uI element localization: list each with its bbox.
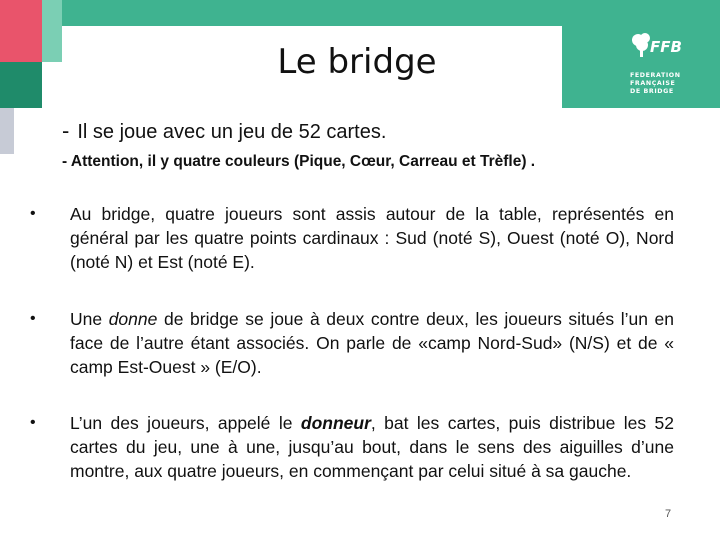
intro-text: Il se joue avec un jeu de 52 cartes. bbox=[77, 121, 387, 143]
suits-note: - Attention, il y quatre couleurs (Pique, Cœur, Carreau et Trèfle) . bbox=[62, 153, 536, 170]
bullet-term: donne bbox=[108, 309, 158, 329]
logo-mark: FFB bbox=[650, 38, 682, 56]
bullet-term: donneur bbox=[300, 413, 371, 433]
logo-line-1: FEDERATION bbox=[630, 72, 681, 79]
decor-gray-square bbox=[0, 108, 14, 154]
bullet-text-pre: L’un des joueurs, appelé le bbox=[70, 413, 301, 433]
page-title: Le bridge bbox=[277, 42, 437, 82]
bullet-dot: • bbox=[30, 310, 36, 327]
logo-line-3: DE BRIDGE bbox=[630, 88, 674, 95]
bullet-text bbox=[70, 307, 674, 379]
bullet-text bbox=[70, 411, 674, 483]
bullet-text-post: , bat les cartes, puis distribue les 52 cartes du jeu, une à une, jusqu’au bout, dans le sens des aiguilles d’une montre, aux quatre joueurs, en commençant par celui situé à sa gauche. bbox=[70, 413, 675, 481]
slide-number: 7 bbox=[665, 508, 672, 520]
bullet-text: Au bridge, quatre joueurs sont assis autour de la table, représentés en général par les quatre points cardinaux : Sud (noté S), Ouest (noté O), Nord (noté N) et Est (noté E). bbox=[70, 204, 674, 272]
decor-dark-green-square bbox=[0, 62, 42, 108]
intro-line bbox=[62, 118, 386, 144]
bullet-dot: • bbox=[30, 205, 36, 222]
bullet-text-post: de bridge se joue à deux contre deux, les joueurs situés l’un en face de l’autre étant associés. On parle de «camp Nord-Sud» (N/S) et de « camp Est-Ouest » (E/O). bbox=[70, 309, 674, 377]
dash-mark: - bbox=[62, 118, 70, 143]
decor-red-square bbox=[0, 0, 42, 62]
bullet-dot: • bbox=[30, 414, 36, 431]
bullet-text-pre: Une bbox=[70, 309, 109, 329]
logo-line-2: FRANÇAISE bbox=[630, 80, 676, 87]
decor-light-green-square bbox=[42, 0, 62, 62]
